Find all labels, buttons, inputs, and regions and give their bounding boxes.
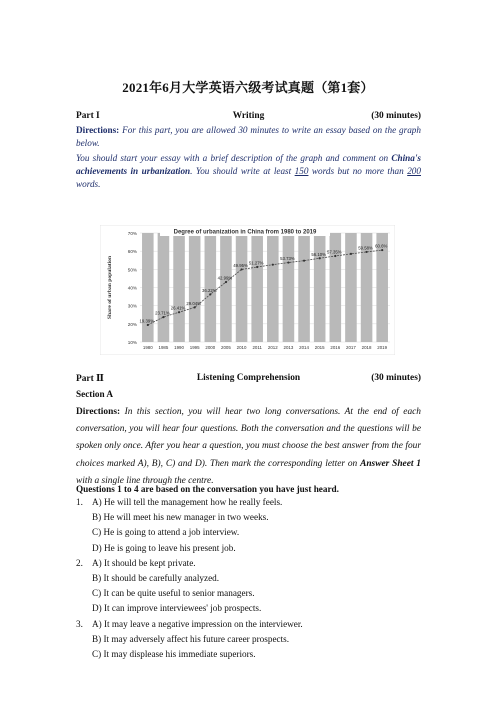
answer-option: D) It can improve interviewees' job prospects.: [92, 603, 262, 614]
chart-bar: [158, 233, 170, 342]
x-tick-label: 2017: [346, 345, 356, 350]
data-label: 53.73%: [280, 256, 295, 262]
instr-min-words: 150: [294, 166, 309, 177]
question-number: 3.: [76, 618, 83, 629]
answer-option: B) It should be carefully analyzed.: [92, 573, 220, 583]
part2-directions: [76, 404, 421, 490]
x-tick-label: 2019: [377, 345, 388, 350]
part1-directions: [76, 124, 421, 150]
chart-bar: [236, 233, 248, 342]
y-axis-label: Share of urban population: [107, 255, 113, 320]
x-tick-label: 2018: [361, 345, 372, 350]
data-point: [350, 253, 352, 255]
data-label: 23.71%: [155, 310, 170, 316]
answer-sheet-ref: Answer Sheet 1: [360, 458, 421, 469]
instr-text-d: words.: [76, 179, 101, 190]
data-point: [147, 324, 149, 326]
data-point: [272, 264, 274, 266]
part1-name: Writing: [232, 111, 265, 121]
chart-bar: [267, 233, 279, 342]
chart-bar: [314, 233, 326, 342]
answer-option: B) It may adversely affect his future career prospects.: [92, 633, 290, 644]
part2-directions-label: Directions:: [76, 407, 121, 417]
answer-option: D) He is going to leave his present job.: [92, 542, 236, 553]
data-point: [240, 268, 242, 270]
chart-bar: [283, 233, 295, 342]
data-point: [334, 255, 336, 257]
chart-bar: [345, 233, 357, 342]
data-point: [162, 316, 164, 318]
urbanization-chart: [100, 225, 395, 355]
question-number: 1.: [76, 497, 83, 507]
x-tick-label: 2005: [221, 345, 231, 350]
part2-directions-text: In this section, you will hear two long conversations. At the end of each conversation, you will hear four questions. Both the conversation and the questions will be spoken only once. After you hear a question, you must choose the best answer from the four choices marked A), B), C) and D). Then mark the corresponding letter on: [76, 407, 421, 469]
data-label: 36.22%: [202, 287, 217, 293]
part1-label: Part I: [76, 111, 100, 121]
chart-bar: [189, 233, 201, 342]
x-tick-label: 2014: [299, 345, 309, 350]
x-tick-label: 2015: [314, 345, 325, 350]
data-point: [303, 260, 305, 262]
instr-topic: China's achievements in urbanization: [76, 153, 421, 177]
x-tick-label: 1985: [158, 345, 169, 350]
data-point: [381, 249, 383, 251]
data-label: 57.35%: [327, 249, 342, 255]
section-a-heading: Section A: [76, 389, 114, 399]
part1-directions-label: Directions:: [76, 125, 120, 135]
data-label: 56.10%: [311, 251, 326, 257]
answer-option: A) It may leave a negative impression on the interviewer.: [92, 618, 303, 629]
part2-directions-end: with a single line through the centre.: [76, 475, 214, 486]
instr-text-b: . You should write at least: [190, 166, 295, 177]
part2-name: Listening Comprehension: [196, 373, 301, 383]
data-label: 19.39%: [139, 318, 155, 324]
answer-option: A) He will tell the management how he really feels.: [92, 497, 283, 507]
y-tick-label: 70%: [127, 231, 137, 236]
data-label: 26.41%: [170, 305, 186, 311]
data-point: [287, 261, 289, 263]
data-label: 29.04%: [186, 300, 201, 306]
x-tick-label: 2011: [252, 345, 262, 350]
x-tick-label: 2012: [267, 345, 278, 350]
y-tick-label: 30%: [127, 303, 137, 309]
x-tick-label: 2013: [283, 345, 294, 350]
data-label: 60.6%: [375, 243, 388, 249]
y-tick-label: 20%: [127, 321, 137, 327]
data-label: 42.99%: [217, 275, 233, 281]
chart-bar: [248, 233, 264, 342]
x-tick-label: 1990: [174, 345, 184, 350]
answer-option: C) He is going to attend a job interview.: [92, 527, 240, 538]
data-point: [178, 311, 180, 313]
y-tick-label: 60%: [127, 249, 137, 255]
data-point: [209, 293, 211, 295]
instr-text-c: words but no more than: [308, 166, 408, 177]
answer-option: A) It should be kept private.: [92, 557, 196, 568]
question-number: 2.: [76, 557, 83, 568]
page-title: 2021年6月大学英语六级考试真题（第1套）: [122, 80, 374, 95]
part1-directions-text: For this part, you are allowed 30 minutes to write an essay based on the graph below.: [76, 125, 421, 149]
part2-label: Part Ⅱ: [76, 374, 104, 384]
answer-option: B) He will meet his new manager in two weeks.: [92, 512, 269, 523]
data-point: [319, 257, 321, 259]
answer-option: C) It may displease his immediate superiors.: [92, 649, 256, 659]
x-tick-label: 1995: [189, 345, 200, 350]
x-tick-label: 2016: [330, 345, 341, 350]
data-label: 49.95%: [233, 262, 248, 268]
part1-instructions: [76, 152, 421, 191]
instr-max-words: 200: [407, 166, 421, 177]
x-tick-label: 2000: [205, 345, 216, 350]
questions-intro: Questions 1 to 4 are based on the conversation you have just heard.: [76, 484, 339, 494]
part2-time: (30 minutes): [371, 373, 421, 383]
part1-time: (30 minutes): [371, 111, 421, 121]
chart-title: Degree of urbanization in China from 1980 to 2019: [173, 229, 317, 236]
y-tick-label: 50%: [127, 267, 137, 273]
chart-bar: [298, 233, 310, 342]
data-label: 59.58%: [358, 245, 373, 251]
data-point: [365, 251, 367, 253]
data-point: [256, 266, 258, 268]
chart-bar: [217, 233, 233, 342]
y-tick-label: 10%: [127, 340, 137, 345]
chart-bar: [170, 233, 186, 342]
y-tick-label: 40%: [127, 285, 137, 291]
instr-text-a: You should start your essay with a brief description of the graph and comment on: [76, 153, 392, 163]
data-point: [194, 306, 196, 308]
x-tick-label: 1980: [142, 345, 153, 350]
data-label: 51.27%: [248, 260, 264, 266]
answer-option: C) It can be quite useful to senior managers.: [92, 588, 255, 599]
data-point: [225, 281, 227, 283]
x-tick-label: 2010: [236, 345, 247, 350]
